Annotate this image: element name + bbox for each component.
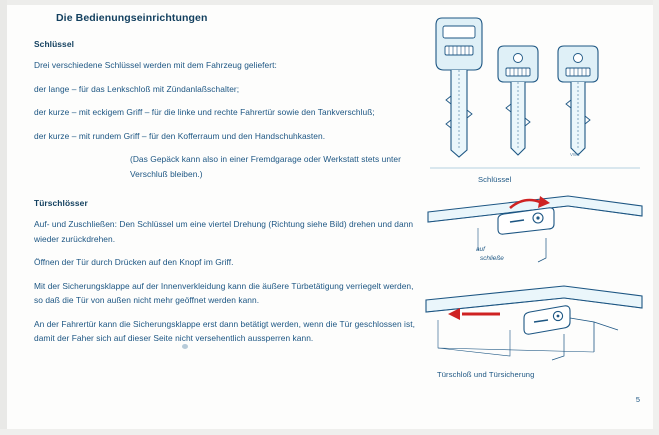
figure-caption-keys: Schlüssel — [478, 175, 512, 184]
section-heading-tuerschloesser: Türschlösser — [34, 198, 88, 208]
ink-smudge — [182, 344, 188, 349]
paragraph-key-round: der kurze – mit rundem Griff – für den Kofferraum und den Handschuhkasten. — [34, 130, 326, 141]
text-column — [34, 12, 419, 355]
paragraph-door-open: Öffnen der Tür durch Drücken auf den Knopf im Griff. — [34, 257, 234, 267]
door-handle-lower-icon — [426, 286, 642, 360]
figure-note-close: schließe — [480, 255, 504, 262]
page-number: 5 — [635, 395, 640, 404]
key-round-icon — [558, 46, 598, 155]
paragraph-safety-flap: Mit der Sicherungsklappe auf der Innenverkleidung kann die äußere Türbetätigung verriegelt werden, so daß die Tür von außen nicht mehr geöffnet werden kann. — [34, 280, 414, 305]
key-square-icon — [498, 46, 538, 155]
section-heading-schluessel: Schlüssel — [34, 39, 75, 49]
plate-code-label: VW1 — [570, 152, 580, 157]
page-title: Die Bedienungseinrichtungen — [56, 12, 208, 24]
figure-caption-locks: Türschloß und Türsicherung — [437, 370, 535, 379]
figure-note-open: auf — [476, 246, 485, 253]
paragraph-key-long: der lange – für das Lenkschloß mit Zündanlaßschalter; — [34, 83, 240, 94]
push-arrow-icon — [448, 308, 500, 320]
paragraph-keys-intro: Drei verschiedene Schlüssel werden mit dem Fahrzeug geliefert: — [34, 60, 277, 70]
figure-column — [418, 0, 659, 435]
paragraph-key-square: der kurze – mit eckigem Griff – für die linke und rechte Fahrertür sowie den Tankverschluß; — [34, 107, 375, 117]
paragraph-lock-open-close: Auf- und Zuschließen: Den Schlüssel um eine viertel Drehung (Richtung siehe Bild) drehen und dann wieder zurückdrehen. — [34, 219, 414, 244]
key-long-icon — [436, 18, 482, 157]
door-handle-upper-icon — [428, 196, 642, 262]
scan-edge-left — [0, 0, 7, 435]
paragraph-driver-door: An der Fahrertür kann die Sicherungsklappe erst dann betätigt werden, wenn die Tür geschlossen ist, damit der Faher sich auf dieser Seite nicht versehentlich aussperren kann. — [34, 318, 415, 343]
paragraph-keys-note: (Das Gepäck kann also in einer Fremdgarage oder Werkstatt stets unter Verschluß bleiben.) — [130, 154, 401, 179]
